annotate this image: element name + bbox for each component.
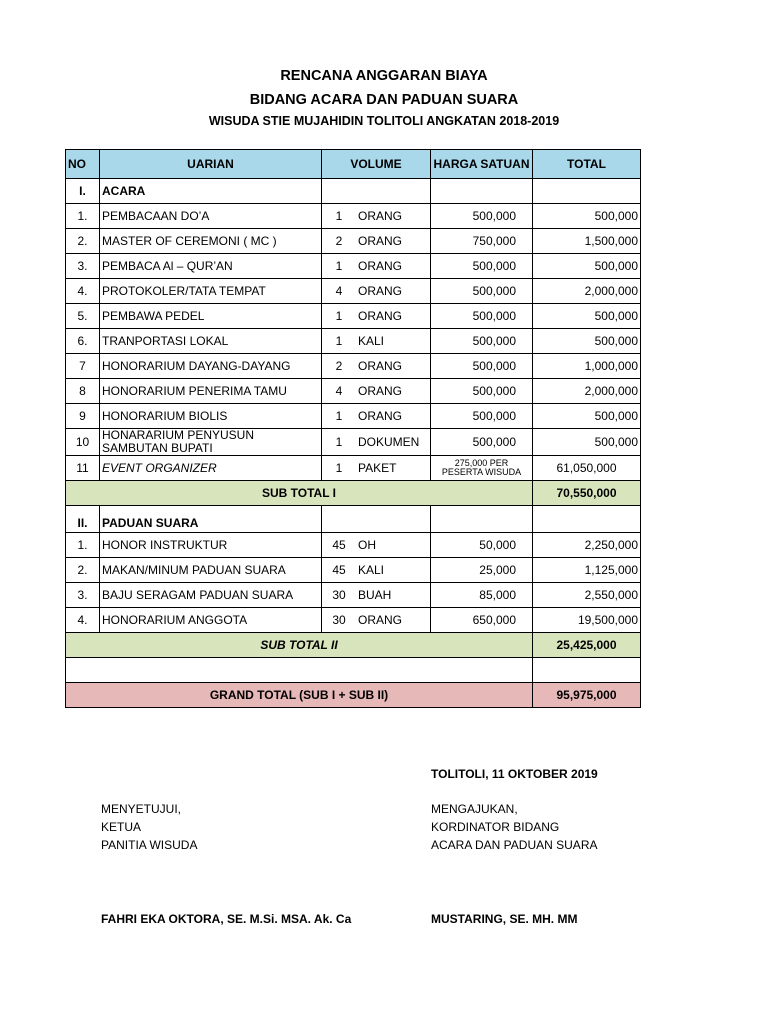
row-unit: ORANG [358,409,403,423]
table-row [66,204,641,229]
approver-line: PANITIA WISUDA [101,838,198,852]
row-qty: 1 [335,409,343,423]
subtotal-row [66,481,641,506]
row-item: HONORARIUM DAYANG-DAYANG [100,354,322,379]
row-price: 50,000 [431,533,533,558]
table-row [66,608,641,633]
row-qty: 30 [332,588,346,602]
row-no: 4. [66,608,100,633]
row-unit: ORANG [358,359,403,373]
submitter-block [431,800,597,854]
row-total: 500,000 [533,304,641,329]
row-no: 7 [66,354,100,379]
row-total: 500,000 [533,254,641,279]
row-item: PEMBACA Al – QUR’AN [100,254,322,279]
document-title: RENCANA ANGGARAN BIAYA [280,68,488,84]
row-total: 1,000,000 [533,354,641,379]
approver-block [101,800,197,854]
row-unit: PAKET [358,461,397,475]
row-no: 1. [66,204,100,229]
row-total: 2,000,000 [533,279,641,304]
row-price: 275,000 PER PESERTA WISUDA [431,456,533,481]
table-row [66,354,641,379]
row-unit: KALI [358,334,385,348]
row-item: MAKAN/MINUM PADUAN SUARA [100,558,322,583]
row-price: 500,000 [431,254,533,279]
row-price: 500,000 [431,329,533,354]
row-qty: 1 [335,309,343,323]
document-event: WISUDA STIE MUJAHIDIN TOLITOLI ANGKATAN 2018-2019 [208,114,560,128]
row-item: HONORARIUM ANGGOTA [100,608,322,633]
submitter-line: KORDINATOR BIDANG [431,820,560,834]
table-row [66,229,641,254]
row-item: PEMBACAAN DO’A [100,204,322,229]
row-no: 10 [66,429,100,456]
subtotal-row [66,633,641,658]
row-unit: ORANG [358,259,403,273]
row-no: 1. [66,533,100,558]
row-item: HONOR INSTRUKTUR [100,533,322,558]
section-no: I. [66,179,100,204]
row-no: 3. [66,254,100,279]
document-subtitle: BIDANG ACARA DAN PADUAN SUARA [249,92,519,108]
row-unit: KALI [358,563,385,577]
row-price: 500,000 [431,404,533,429]
row-item: PROTOKOLER/TATA TEMPAT [100,279,322,304]
row-qty: 30 [332,613,346,627]
grand-total-value: 95,975,000 [533,683,641,708]
subtotal-label: SUB TOTAL II [66,633,533,658]
row-qty: 1 [335,461,343,475]
row-no: 3. [66,583,100,608]
row-price: 500,000 [431,279,533,304]
row-qty: 45 [332,563,346,577]
row-no: 9 [66,404,100,429]
row-no: 2. [66,558,100,583]
row-price: 500,000 [431,379,533,404]
table-row [66,304,641,329]
grand-total-label: GRAND TOTAL (SUB I + SUB II) [66,683,533,708]
submitter-line: ACARA DAN PADUAN SUARA [431,838,598,852]
section-row-paduan-suara [66,506,641,533]
table-row [66,404,641,429]
table-row [66,533,641,558]
row-total: 2,250,000 [533,533,641,558]
row-price: 25,000 [431,558,533,583]
subtotal-value: 25,425,000 [533,633,641,658]
row-no: 4. [66,279,100,304]
row-unit: ORANG [358,209,403,223]
table-row [66,254,641,279]
approver-name: FAHRI EKA OKTORA, SE. M.Si. MSA. Ak. Ca [101,912,352,926]
col-uraian-header: UARIAN [100,150,322,179]
table-row [66,456,641,481]
section-title: PADUAN SUARA [100,506,322,533]
subtotal-value: 70,550,000 [533,481,641,506]
row-item: EVENT ORGANIZER [100,456,322,481]
row-total: 61,050,000 [533,456,641,481]
row-unit: ORANG [358,309,403,323]
row-item: HONORARIUM BIOLIS [100,404,322,429]
row-no: 8 [66,379,100,404]
grand-total-row [66,683,641,708]
row-unit: ORANG [358,234,403,248]
row-unit: OH [358,538,376,552]
row-unit: ORANG [358,384,403,398]
section-row-acara [66,179,641,204]
col-no-header: NO [66,150,100,179]
table-row [66,583,641,608]
row-price: 750,000 [431,229,533,254]
row-item: TRANPORTASI LOKAL [100,329,322,354]
table-row [66,329,641,354]
row-price: 500,000 [431,204,533,229]
row-no: 11 [66,456,100,481]
row-total: 500,000 [533,204,641,229]
row-total: 500,000 [533,429,641,456]
submitter-name: MUSTARING, SE. MH. MM [431,912,578,926]
submitter-line: MENGAJUKAN, [431,802,518,816]
row-no: 5. [66,304,100,329]
section-title: ACARA [100,179,322,204]
table-row [66,558,641,583]
table-header-row [66,150,641,179]
col-harga-header: HARGA SATUAN [431,150,533,179]
table-row [66,429,641,456]
row-no: 2. [66,229,100,254]
row-total: 500,000 [533,329,641,354]
budget-table [65,149,641,708]
row-total: 1,500,000 [533,229,641,254]
row-qty: 2 [335,234,343,248]
row-total: 2,000,000 [533,379,641,404]
row-price: 85,000 [431,583,533,608]
table-row [66,279,641,304]
row-item: PEMBAWA PEDEL [100,304,322,329]
row-qty: 1 [335,334,343,348]
col-volume-header: VOLUME [322,150,431,179]
col-total-header: TOTAL [533,150,641,179]
row-qty: 2 [335,359,343,373]
row-qty: 1 [335,259,343,273]
row-total: 1,125,000 [533,558,641,583]
row-item: HONARARIUM PENYUSUN SAMBUTAN BUPATI [100,429,322,456]
row-qty: 45 [332,538,346,552]
row-item: BAJU SERAGAM PADUAN SUARA [100,583,322,608]
subtotal-label: SUB TOTAL I [66,481,533,506]
approver-line: MENYETUJUI, [101,802,182,816]
row-no: 6. [66,329,100,354]
table-row [66,379,641,404]
row-qty: 1 [335,435,343,449]
approver-line: KETUA [101,820,142,834]
row-price: 650,000 [431,608,533,633]
spacer-row [66,658,641,683]
row-qty: 4 [335,384,343,398]
row-total: 19,500,000 [533,608,641,633]
row-item: HONORARIUM PENERIMA TAMU [100,379,322,404]
section-no: II. [66,506,100,533]
row-unit: DOKUMEN [358,435,420,449]
row-total: 500,000 [533,404,641,429]
row-unit: ORANG [358,284,403,298]
row-qty: 4 [335,284,343,298]
row-unit: ORANG [358,613,403,627]
row-total: 2,550,000 [533,583,641,608]
signature-date: TOLITOLI, 11 OKTOBER 2019 [431,767,598,781]
row-price: 500,000 [431,304,533,329]
row-item: MASTER OF CEREMONI ( MC ) [100,229,322,254]
row-price: 500,000 [431,354,533,379]
row-unit: BUAH [358,588,392,602]
row-qty: 1 [335,209,343,223]
row-price: 500,000 [431,429,533,456]
